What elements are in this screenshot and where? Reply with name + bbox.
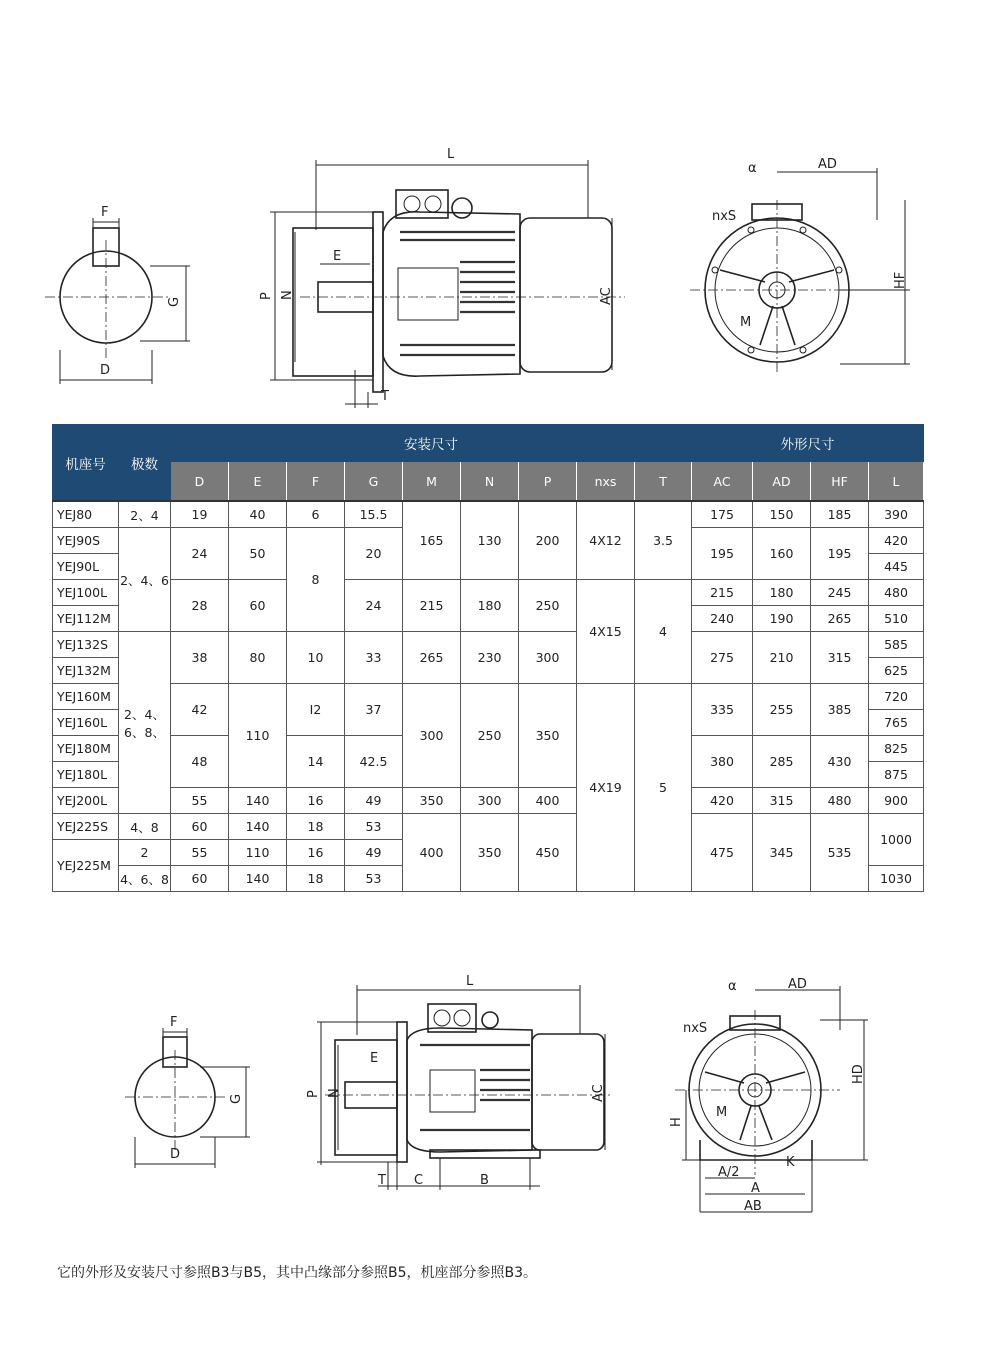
- col-T: T: [635, 462, 692, 502]
- cell-AC: 475: [692, 814, 753, 892]
- cell-E: 140: [229, 788, 287, 814]
- cell-F: 18: [287, 814, 345, 840]
- dim-C-2: C: [414, 1173, 424, 1188]
- col-P: P: [519, 462, 577, 502]
- cell-D: 55: [171, 788, 229, 814]
- dim-AD: AD: [818, 157, 837, 172]
- dim-N-2: N: [327, 1088, 342, 1098]
- shaft-section-view-2: [125, 1015, 250, 1168]
- dim-P: P: [259, 292, 274, 300]
- cell-L: 480: [869, 580, 924, 606]
- col-HF: HF: [811, 462, 869, 502]
- header-model: 机座号: [53, 425, 119, 502]
- cell-AD: 210: [753, 632, 811, 684]
- cell-N: 300: [461, 788, 519, 814]
- cell-D: 42: [171, 684, 229, 736]
- dim-F-2: F: [170, 1015, 178, 1030]
- cell-HF: 245: [811, 580, 869, 606]
- cell-E: 40: [229, 501, 287, 528]
- col-M: M: [403, 462, 461, 502]
- dim-alpha-2: α: [728, 979, 737, 994]
- cell-AD: 285: [753, 736, 811, 788]
- cell-F: 14: [287, 736, 345, 788]
- cell-L: 900: [869, 788, 924, 814]
- cell-HF: 315: [811, 632, 869, 684]
- model-cell: YEJ132S: [53, 632, 119, 658]
- cell-F: 8: [287, 528, 345, 632]
- dim-L-2: L: [466, 974, 474, 989]
- cell-E: 110: [229, 840, 287, 866]
- poles-cell: 4、8: [119, 814, 171, 840]
- cell-nxs: 4X15: [577, 580, 635, 684]
- cell-L: 825: [869, 736, 924, 762]
- col-E: E: [229, 462, 287, 502]
- model-cell: YEJ80: [53, 501, 119, 528]
- cell-D: 60: [171, 866, 229, 892]
- col-D: D: [171, 462, 229, 502]
- cell-F: 6: [287, 501, 345, 528]
- poles-cell: 2、4: [119, 501, 171, 528]
- dim-HD-2: HD: [851, 1064, 866, 1084]
- col-nxs: nxs: [577, 462, 635, 502]
- cell-N: 130: [461, 501, 519, 580]
- cell-P: 400: [519, 788, 577, 814]
- cell-N: 180: [461, 580, 519, 632]
- header-poles: 极数: [119, 425, 171, 502]
- cell-L: 875: [869, 762, 924, 788]
- dim-nxS: nxS: [712, 209, 737, 224]
- model-cell: YEJ160M: [53, 684, 119, 710]
- col-N: N: [461, 462, 519, 502]
- dim-L: L: [447, 147, 455, 162]
- cell-N: 250: [461, 684, 519, 788]
- col-G: G: [345, 462, 403, 502]
- cell-G: 15.5: [345, 501, 403, 528]
- dim-B-2: B: [480, 1173, 489, 1188]
- cell-N: 350: [461, 814, 519, 892]
- cell-G: 53: [345, 814, 403, 840]
- cell-HF: 185: [811, 501, 869, 528]
- cell-N: 230: [461, 632, 519, 684]
- model-cell: YEJ100L: [53, 580, 119, 606]
- cell-AC: 175: [692, 501, 753, 528]
- cell-AD: 160: [753, 528, 811, 580]
- cell-AC: 215: [692, 580, 753, 606]
- model-cell: YEJ132M: [53, 658, 119, 684]
- cell-L: 420: [869, 528, 924, 554]
- cell-G: 53: [345, 866, 403, 892]
- model-cell: YEJ225S: [53, 814, 119, 840]
- model-cell: YEJ225M: [53, 840, 119, 892]
- cell-E: 140: [229, 814, 287, 840]
- shaft-section-view: [45, 205, 190, 384]
- dim-E: E: [333, 249, 342, 264]
- cell-AD: 150: [753, 501, 811, 528]
- header-outline-dims: 外形尺寸: [692, 425, 924, 462]
- cell-L: 625: [869, 658, 924, 684]
- dim-F: F: [101, 205, 109, 220]
- dim-AD-2: AD: [788, 977, 807, 992]
- cell-M: 300: [403, 684, 461, 788]
- dim-G: G: [167, 296, 182, 307]
- cell-AC: 275: [692, 632, 753, 684]
- dim-D: D: [100, 363, 111, 378]
- model-cell: YEJ160L: [53, 710, 119, 736]
- poles-cell: 4、6、8: [119, 866, 171, 892]
- cell-L: 765: [869, 710, 924, 736]
- poles-cell: 2: [119, 840, 171, 866]
- cell-G: 49: [345, 840, 403, 866]
- model-cell: YEJ200L: [53, 788, 119, 814]
- dim-AB-2: AB: [744, 1199, 762, 1214]
- cell-AC: 335: [692, 684, 753, 736]
- cell-HF: 535: [811, 814, 869, 892]
- cell-P: 450: [519, 814, 577, 892]
- dim-HF: HF: [893, 271, 908, 289]
- cell-E: 60: [229, 580, 287, 632]
- cell-L: 390: [869, 501, 924, 528]
- cell-G: 24: [345, 580, 403, 632]
- cell-F: I2: [287, 684, 345, 736]
- dim-D-2: D: [170, 1147, 181, 1162]
- cell-P: 350: [519, 684, 577, 788]
- cell-D: 60: [171, 814, 229, 840]
- dim-A-2: A: [751, 1181, 760, 1196]
- poles-cell: 2、4、6: [119, 528, 171, 632]
- cell-M: 350: [403, 788, 461, 814]
- cell-nxs: 4X12: [577, 501, 635, 580]
- cell-M: 265: [403, 632, 461, 684]
- cell-E: 80: [229, 632, 287, 684]
- motor-front-view-2: [669, 977, 868, 1214]
- cell-P: 300: [519, 632, 577, 684]
- model-cell: YEJ180L: [53, 762, 119, 788]
- dim-AC: AC: [599, 287, 614, 305]
- cell-M: 215: [403, 580, 461, 632]
- dim-AC-2: AC: [591, 1084, 606, 1102]
- dim-G-2: G: [229, 1093, 244, 1104]
- cell-P: 250: [519, 580, 577, 632]
- cell-G: 42.5: [345, 736, 403, 788]
- cell-M: 400: [403, 814, 461, 892]
- dim-H-2: H: [669, 1117, 684, 1127]
- col-F: F: [287, 462, 345, 502]
- cell-L: 1000: [869, 814, 924, 866]
- dim-N: N: [280, 290, 295, 300]
- dim-K-2: K: [786, 1155, 795, 1170]
- poles-cell: 2、4、6、8、: [119, 632, 171, 814]
- dim-A2-2: A/2: [718, 1165, 740, 1180]
- cell-HF: 385: [811, 684, 869, 736]
- col-AD: AD: [753, 462, 811, 502]
- motor-front-view: [690, 157, 910, 375]
- cell-HF: 195: [811, 528, 869, 580]
- cell-G: 49: [345, 788, 403, 814]
- dim-T: T: [381, 389, 389, 404]
- cell-L: 585: [869, 632, 924, 658]
- dim-nxS-2: nxS: [683, 1021, 708, 1036]
- cell-F: 16: [287, 788, 345, 814]
- cell-AD: 180: [753, 580, 811, 606]
- dim-P-2: P: [306, 1090, 321, 1098]
- dim-alpha: α: [748, 161, 757, 176]
- cell-HF: 430: [811, 736, 869, 788]
- cell-D: 19: [171, 501, 229, 528]
- cell-F: 16: [287, 840, 345, 866]
- cell-D: 48: [171, 736, 229, 788]
- dim-E-2: E: [370, 1051, 379, 1066]
- dim-M-2: M: [716, 1105, 728, 1120]
- cell-G: 20: [345, 528, 403, 580]
- motor-side-view: [259, 147, 625, 408]
- top-dimension-drawing: [0, 0, 1000, 420]
- col-AC: AC: [692, 462, 753, 502]
- cell-T: 4: [635, 580, 692, 684]
- cell-D: 28: [171, 580, 229, 632]
- cell-G: 33: [345, 632, 403, 684]
- dimension-table: [52, 424, 924, 892]
- cell-L: 510: [869, 606, 924, 632]
- cell-D: 38: [171, 632, 229, 684]
- cell-L: 720: [869, 684, 924, 710]
- cell-D: 24: [171, 528, 229, 580]
- footnote: 它的外形及安装尺寸参照B3与B5，其中凸缘部分参照B5，机座部分参照B3。: [57, 1265, 538, 1281]
- cell-AC: 420: [692, 788, 753, 814]
- cell-F: 18: [287, 866, 345, 892]
- cell-AD: 255: [753, 684, 811, 736]
- cell-AC: 380: [692, 736, 753, 788]
- cell-D: 55: [171, 840, 229, 866]
- dim-M: M: [740, 315, 752, 330]
- cell-P: 200: [519, 501, 577, 580]
- cell-L: 445: [869, 554, 924, 580]
- cell-HF: 265: [811, 606, 869, 632]
- model-cell: YEJ90S: [53, 528, 119, 554]
- cell-AD: 315: [753, 788, 811, 814]
- cell-E: 110: [229, 684, 287, 788]
- model-cell: YEJ180M: [53, 736, 119, 762]
- dim-T-2: T: [378, 1173, 386, 1188]
- header-install-dims: 安装尺寸: [171, 425, 692, 462]
- motor-side-view-2: [306, 974, 610, 1190]
- cell-AC: 240: [692, 606, 753, 632]
- model-cell: YEJ90L: [53, 554, 119, 580]
- model-cell: YEJ112M: [53, 606, 119, 632]
- cell-G: 37: [345, 684, 403, 736]
- cell-M: 165: [403, 501, 461, 580]
- cell-T: 5: [635, 684, 692, 892]
- cell-T: 3.5: [635, 501, 692, 580]
- cell-nxs: 4X19: [577, 684, 635, 892]
- cell-HF: 480: [811, 788, 869, 814]
- cell-AC: 195: [692, 528, 753, 580]
- cell-F: 10: [287, 632, 345, 684]
- col-L: L: [869, 462, 924, 502]
- cell-E: 140: [229, 866, 287, 892]
- cell-AD: 345: [753, 814, 811, 892]
- cell-L: 1030: [869, 866, 924, 892]
- cell-AD: 190: [753, 606, 811, 632]
- cell-E: 50: [229, 528, 287, 580]
